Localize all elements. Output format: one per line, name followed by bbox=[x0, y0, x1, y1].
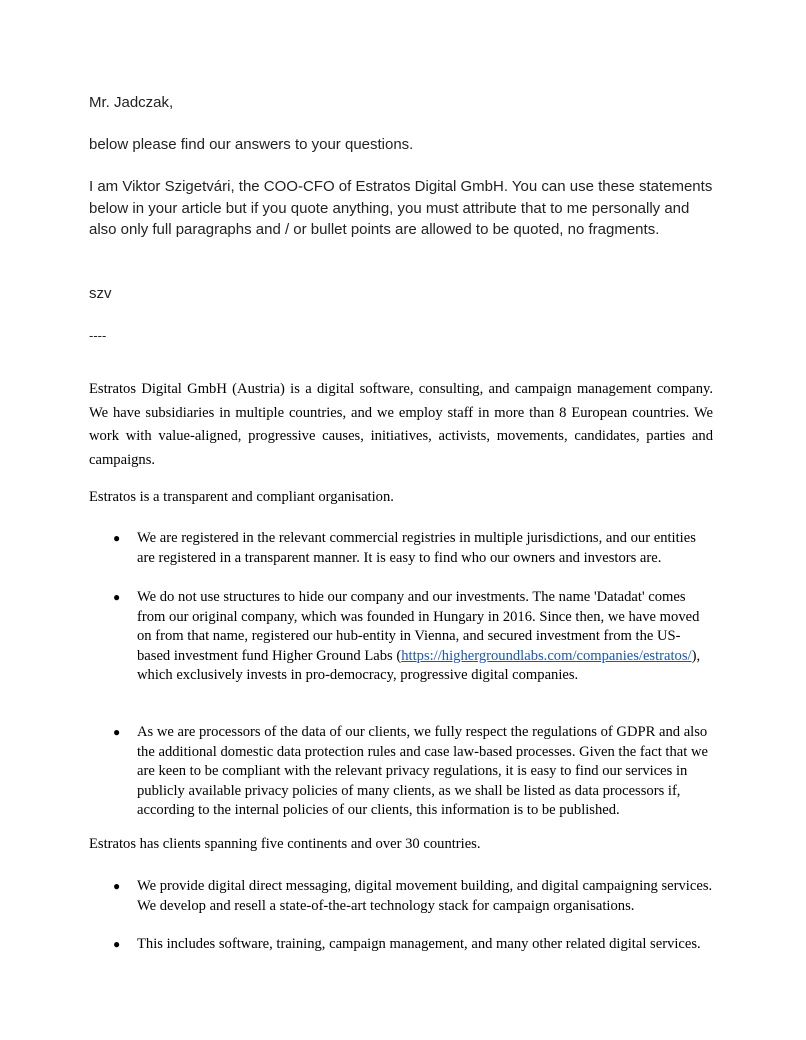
signature-initials: szv bbox=[89, 285, 112, 302]
structures-bullet-text-end: ), which exclusively invests in pro-democracy, progressive digital companies. bbox=[137, 647, 701, 683]
list-item bbox=[89, 529, 713, 568]
bullet-icon: ● bbox=[113, 531, 121, 545]
separator-line: ---- bbox=[89, 328, 107, 343]
bullet-icon: ● bbox=[113, 725, 121, 739]
transparency-bullet-list bbox=[89, 529, 713, 568]
structures-bullet-text-start: We do not use structures to hide our company and our investments. The name 'Datadat' comes from our original company, which was founded in Hungary in 2016. Since then, we have moved on from that name, registered our hub-entity in Vienna, and secured investment from the US-based investment fund Higher Ground Labs ( bbox=[137, 589, 700, 664]
bullet-icon: ● bbox=[113, 590, 121, 604]
gdpr-bullet-text: As we are processors of the data of our clients, we fully respect the regulations of GDPR and also the additional domestic data protection rules and case law-based processes. Given the fact that we are keen to be compliant with the relevant privacy regulations, it is easy to find our services in publicly available privacy policies of many clients, as we shall be listed as data processors if, according to the internal policies of our clients, this information is to be published. bbox=[137, 724, 708, 818]
gdpr-bullet-list bbox=[89, 723, 713, 821]
bullet-icon: ● bbox=[113, 879, 121, 893]
transparency-heading: Estratos is a transparent and compliant organisation. bbox=[89, 489, 394, 505]
structures-bullet-list bbox=[89, 588, 713, 686]
higher-ground-labs-link[interactable]: https://highergroundlabs.com/companies/estratos/ bbox=[401, 647, 692, 664]
includes-bullet-text: This includes software, training, campaign management, and many other related digital services. bbox=[137, 936, 701, 952]
list-item bbox=[89, 723, 713, 821]
includes-bullet-list bbox=[89, 935, 713, 955]
bullet-icon: ● bbox=[113, 937, 121, 951]
list-item bbox=[89, 877, 713, 916]
clients-heading: Estratos has clients spanning five continents and over 30 countries. bbox=[89, 836, 481, 852]
services-bullet-text: We provide digital direct messaging, digital movement building, and digital campaigning services. We develop and resell a state-of-the-art technology stack for campaign organisations. bbox=[137, 878, 713, 914]
company-intro-paragraph: Estratos Digital GmbH (Austria) is a digital software, consulting, and campaign management company. We have subsidiaries in multiple countries, and we employ staff in more than 8 European countries. We work with value-aligned, progressive causes, initiatives, activists, movements, candidates, parties and campaigns. bbox=[89, 381, 713, 468]
preface-paragraph: below please find our answers to your questions. bbox=[89, 136, 414, 153]
salutation: Mr. Jadczak, bbox=[89, 94, 174, 111]
list-item bbox=[89, 588, 713, 686]
attribution-statement: I am Viktor Szigetvári, the COO-CFO of Estratos Digital GmbH. You can use these statements below in your article but if you quote anything, you must attribute that to me personally and also only full paragraphs and / or bullet points are allowed to be quoted, no fragments. bbox=[89, 178, 713, 238]
services-bullet-list bbox=[89, 877, 713, 916]
registry-bullet-text: We are registered in the relevant commercial registries in multiple jurisdictions, and our entities are registered in a transparent manner. It is easy to find who our owners and investors are. bbox=[137, 530, 696, 566]
list-item bbox=[89, 935, 713, 955]
